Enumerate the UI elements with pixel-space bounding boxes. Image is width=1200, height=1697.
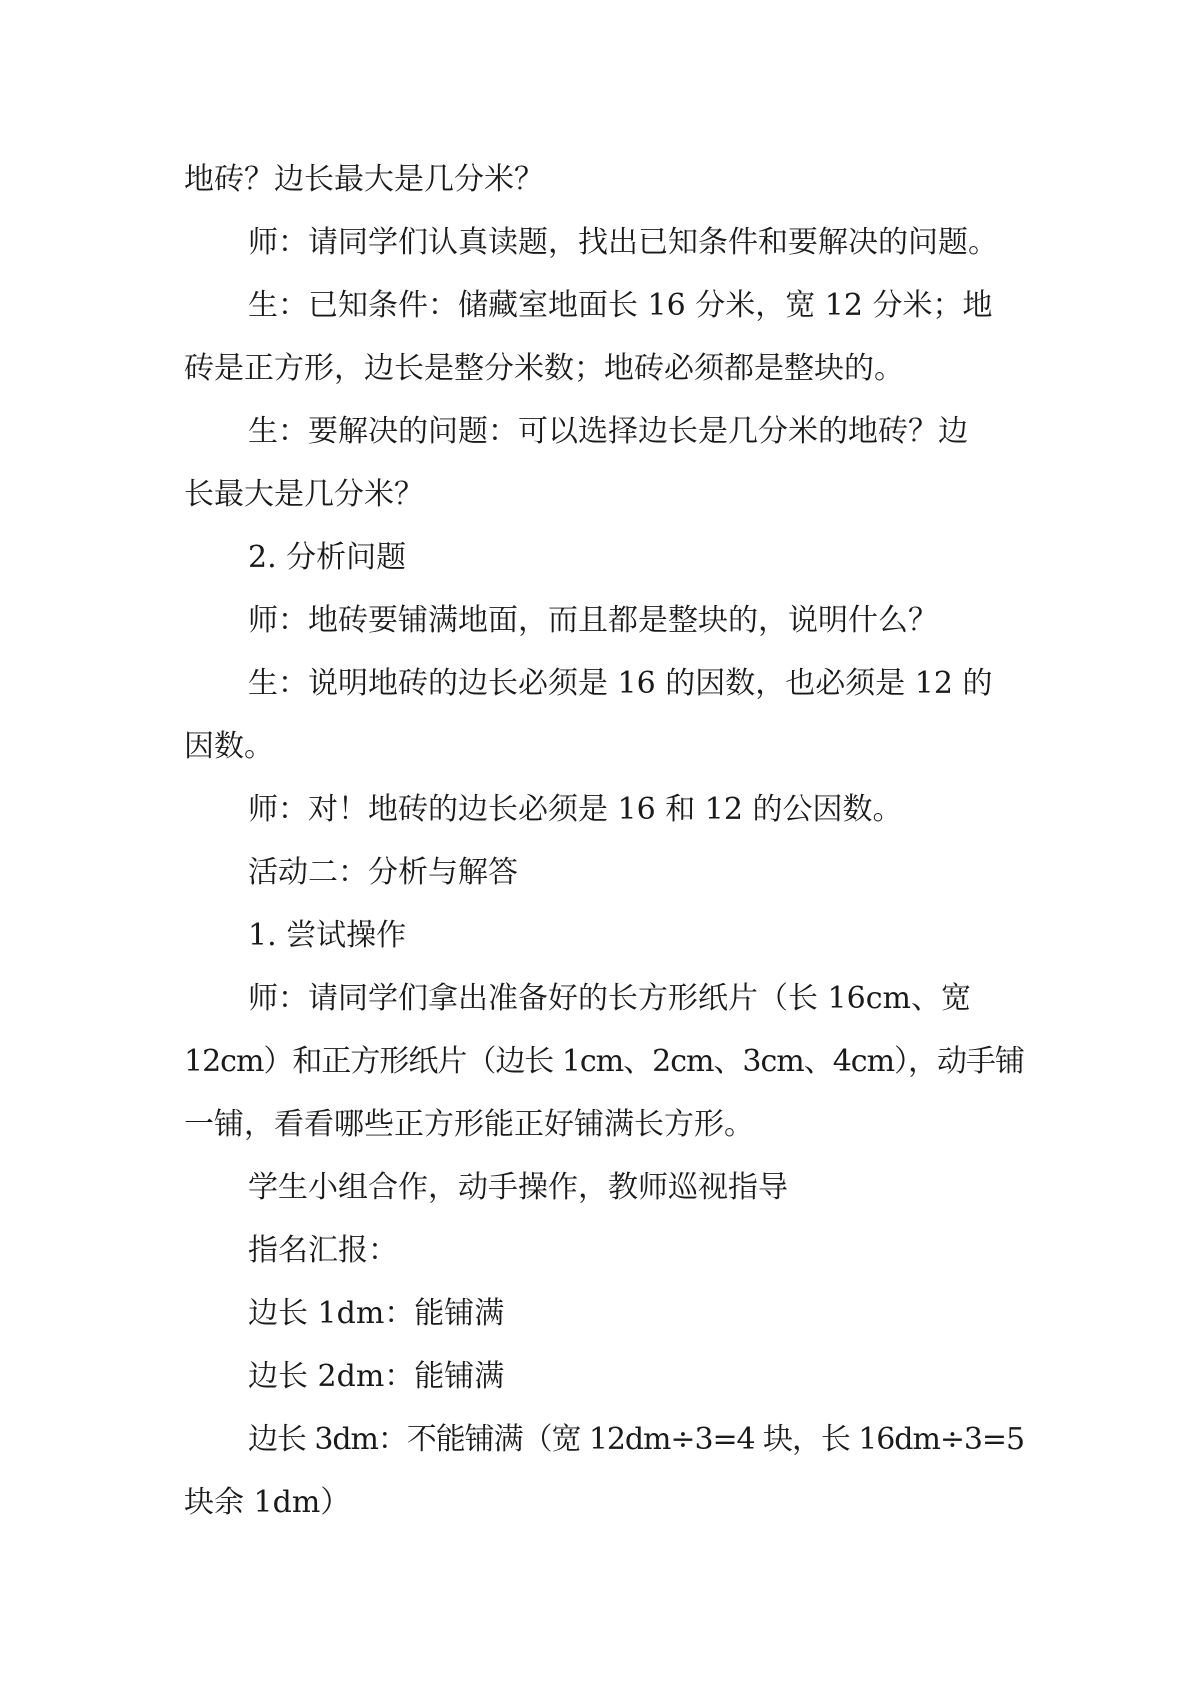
text-line: 生：要解决的问题：可以选择边长是几分米的地砖？边 bbox=[248, 414, 968, 449]
document-body bbox=[184, 148, 1024, 1534]
text-line: 砖是正方形，边长是整分米数；地砖必须都是整块的。 bbox=[184, 351, 904, 386]
text-line: 一铺，看看哪些正方形能正好铺满长方形。 bbox=[184, 1107, 754, 1142]
text-line: 地砖？边长最大是几分米？ bbox=[184, 162, 544, 197]
text-line: 师：对！地砖的边长必须是 16 和 12 的公因数。 bbox=[248, 792, 903, 827]
text-line: 因数。 bbox=[184, 729, 274, 764]
text-line: 生：已知条件：储藏室地面长 16 分米，宽 12 分米；地 bbox=[248, 288, 993, 323]
section-heading: 1. 尝试操作 bbox=[248, 918, 407, 953]
text-line: 边长 3dm：不能铺满（宽 12dm÷3=4 块，长 16dm÷3=5 bbox=[248, 1422, 1024, 1457]
text-line: 块余 1dm） bbox=[184, 1485, 351, 1520]
section-heading: 2. 分析问题 bbox=[248, 540, 407, 575]
text-line: 生：说明地砖的边长必须是 16 的因数，也必须是 12 的 bbox=[248, 666, 993, 701]
text-line: 学生小组合作，动手操作，教师巡视指导 bbox=[248, 1170, 788, 1205]
text-line: 边长 1dm：能铺满 bbox=[248, 1296, 505, 1331]
text-line: 长最大是几分米？ bbox=[184, 477, 424, 512]
text-line: 师：地砖要铺满地面，而且都是整块的，说明什么？ bbox=[248, 603, 938, 638]
text-line: 师：请同学们认真读题，找出已知条件和要解决的问题。 bbox=[248, 225, 998, 260]
text-line: 指名汇报： bbox=[248, 1233, 398, 1268]
text-line: 师：请同学们拿出准备好的长方形纸片（长 16cm、宽 bbox=[248, 981, 971, 1016]
activity-heading: 活动二：分析与解答 bbox=[248, 855, 518, 890]
text-line: 12cm）和正方形纸片（边长 1cm、2cm、3cm、4cm），动手铺 bbox=[184, 1044, 1024, 1079]
text-line: 边长 2dm：能铺满 bbox=[248, 1359, 505, 1394]
